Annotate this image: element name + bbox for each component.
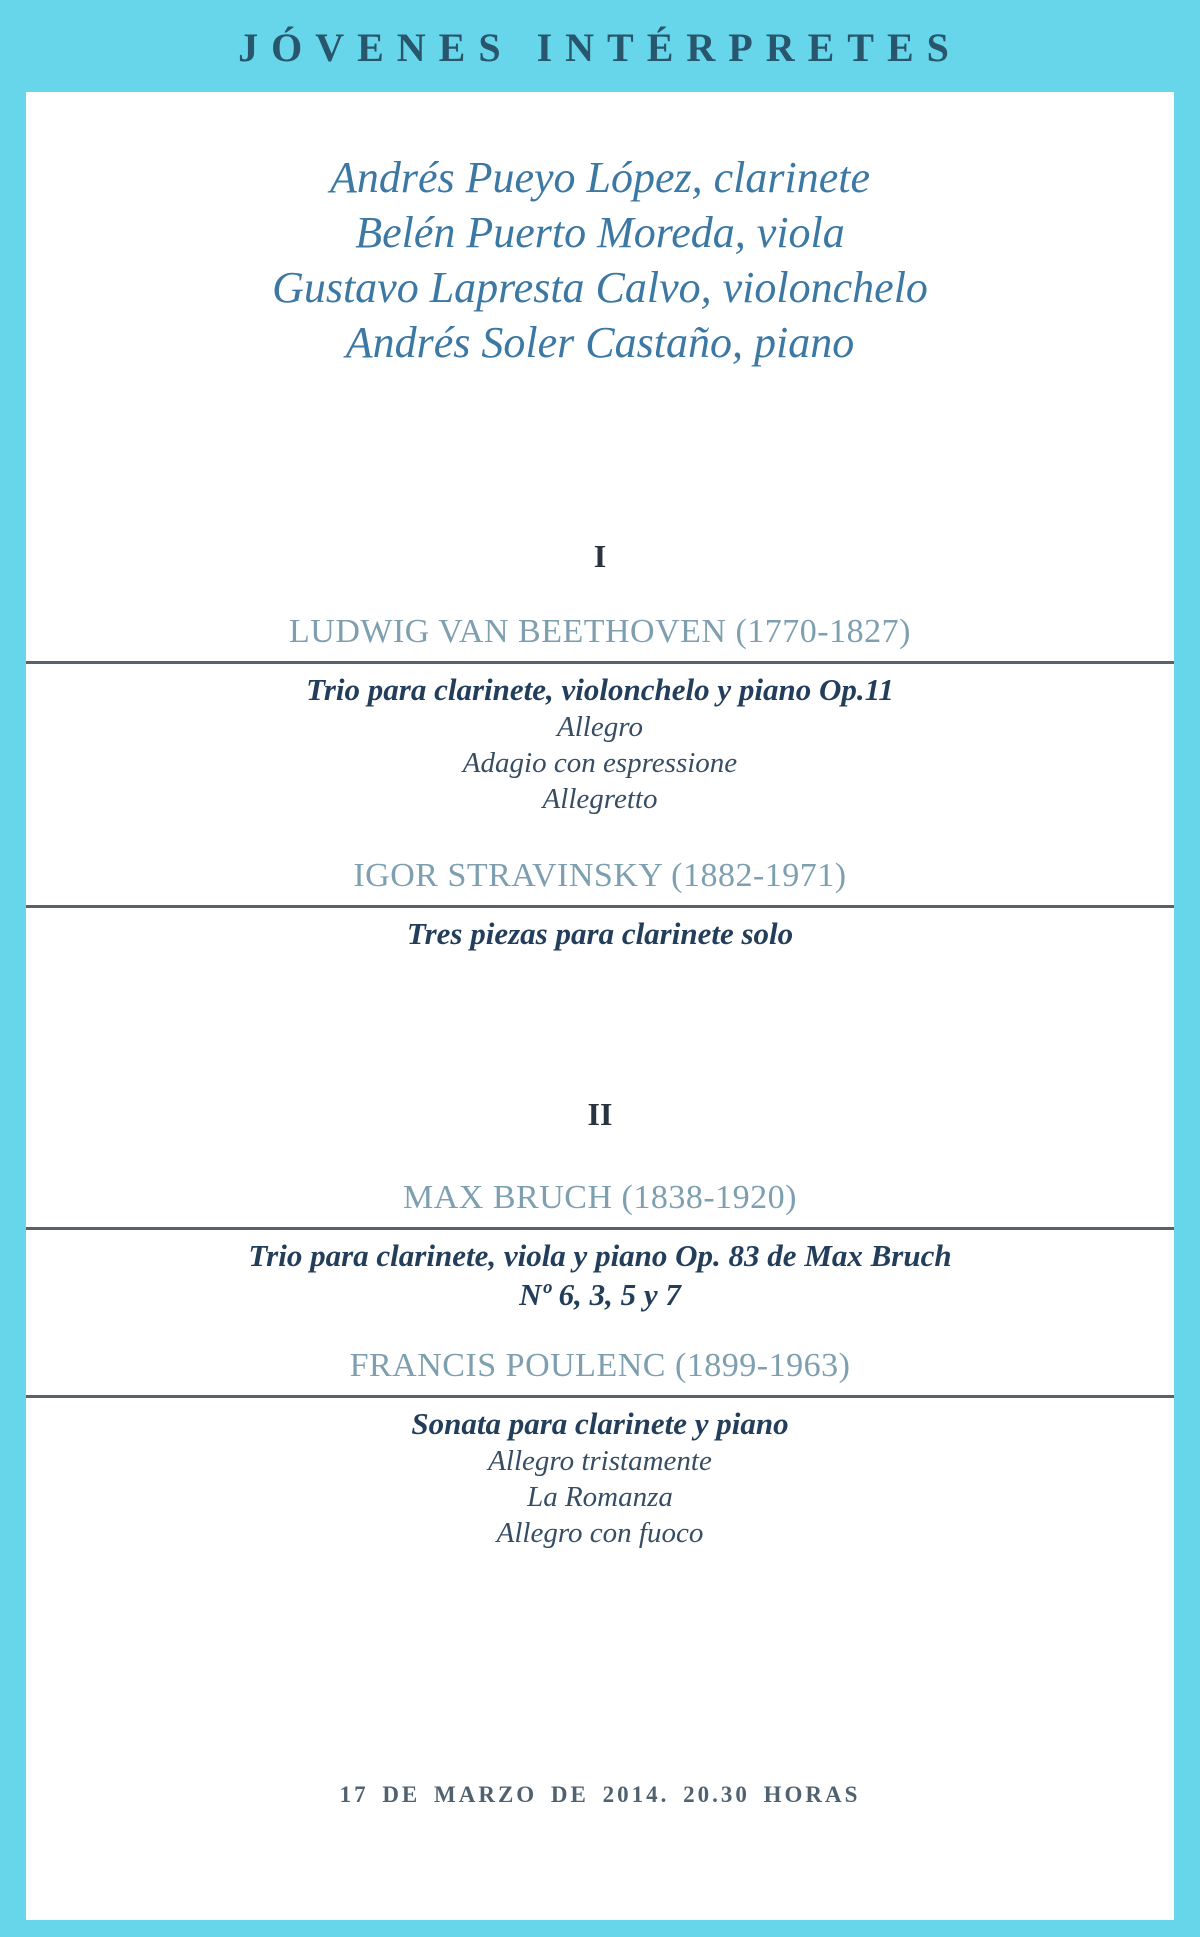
performer-line: Andrés Soler Castaño, piano xyxy=(345,318,855,367)
divider-rule xyxy=(26,661,1174,664)
movement-line: Allegro xyxy=(557,711,643,743)
program-card xyxy=(26,92,1174,1920)
part-numeral-2: II xyxy=(587,1096,613,1132)
composer-heading: IGOR STRAVINSKY (1882-1971) xyxy=(353,857,847,894)
performers-list xyxy=(26,150,1174,370)
program-entry-bruch xyxy=(26,1178,1174,1314)
composer-heading: LUDWIG VAN BEETHOVEN (1770-1827) xyxy=(289,613,911,650)
work-title: Tres piezas para clarinete solo xyxy=(406,916,794,951)
program-entry-beethoven xyxy=(26,612,1174,817)
movement-line: Allegro con fuoco xyxy=(496,1517,704,1549)
page-title: JÓVENES INTÉRPRETES xyxy=(238,24,962,70)
part-numeral-1: I xyxy=(593,538,607,574)
work-title-line2: Nº 6, 3, 5 y 7 xyxy=(519,1277,681,1312)
divider-rule xyxy=(26,905,1174,908)
movement-line: Allegro tristamente xyxy=(488,1445,712,1477)
performer-line: Belén Puerto Moreda, viola xyxy=(355,208,845,257)
divider-rule xyxy=(26,1395,1174,1398)
divider-rule xyxy=(26,1227,1174,1230)
date-line: 17 DE MARZO DE 2014. 20.30 HORAS xyxy=(339,1782,861,1807)
work-title: Sonata para clarinete y piano xyxy=(411,1406,789,1441)
movement-line: Allegretto xyxy=(542,783,658,815)
work-title: Trio para clarinete, violonchelo y piano Op.11 xyxy=(306,672,894,707)
movement-line: La Romanza xyxy=(527,1481,673,1513)
composer-heading: MAX BRUCH (1838-1920) xyxy=(403,1179,797,1216)
composer-heading: FRANCIS POULENC (1899-1963) xyxy=(349,1347,851,1384)
header-band xyxy=(0,0,1200,92)
program-entry-poulenc xyxy=(26,1346,1174,1551)
performer-line: Gustavo Lapresta Calvo, violonchelo xyxy=(272,263,928,312)
performer-line: Andrés Pueyo López, clarinete xyxy=(329,153,871,202)
movement-line: Adagio con espressione xyxy=(462,747,738,779)
work-title: Trio para clarinete, viola y piano Op. 83 de Max Bruch xyxy=(248,1238,952,1273)
program-entry-stravinsky xyxy=(26,856,1174,953)
